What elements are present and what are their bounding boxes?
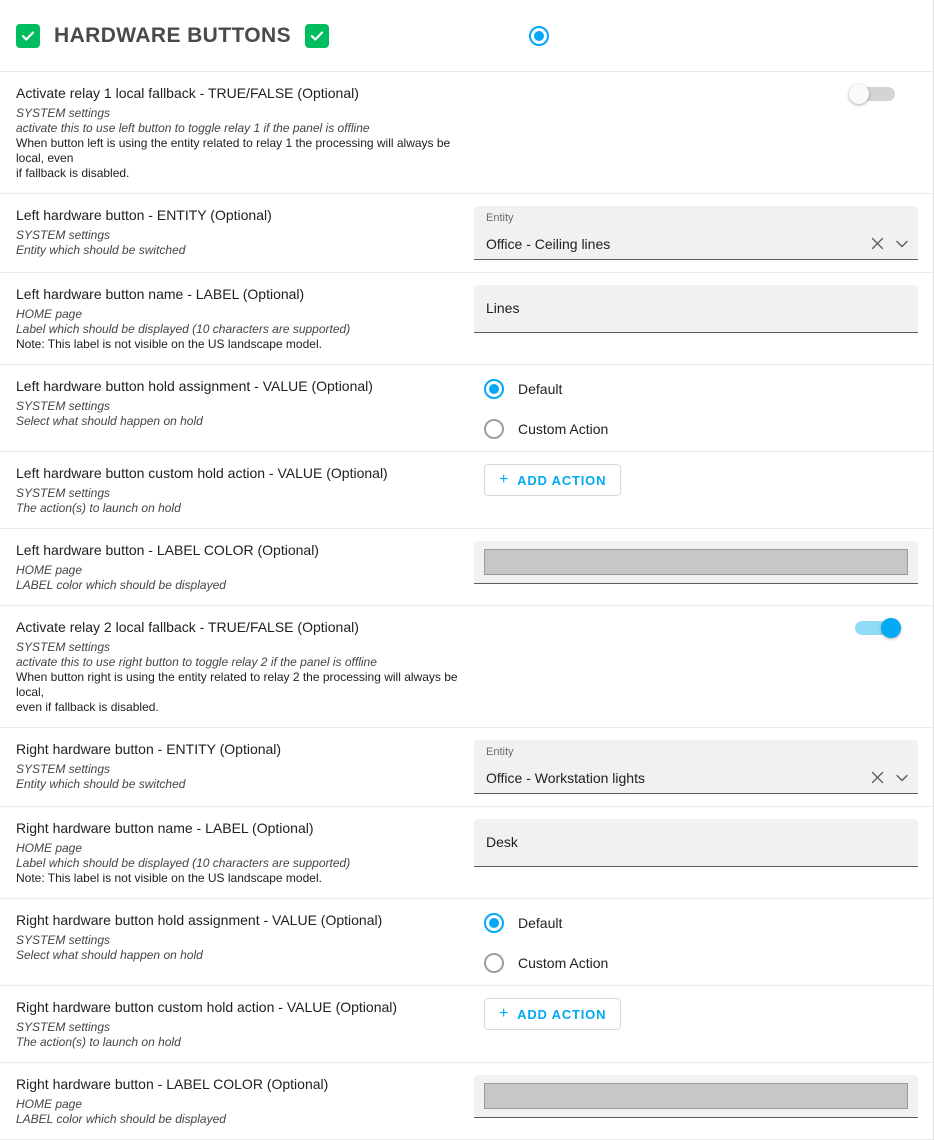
setting-row-relay2-fallback xyxy=(0,606,933,728)
setting-scope: SYSTEM settings xyxy=(16,399,111,413)
label-col xyxy=(16,541,474,593)
label-col xyxy=(16,84,474,181)
relay2-fallback-toggle[interactable] xyxy=(849,618,901,638)
setting-title: Right hardware button custom hold action - VALUE (Optional) xyxy=(16,999,398,1015)
radio-label: Custom Action xyxy=(518,421,609,437)
setting-title: Activate relay 2 local fallback - TRUE/FALSE (Optional) xyxy=(16,619,359,635)
setting-note-line1: When button left is using the entity related to relay 1 the processing will always be local, even xyxy=(16,136,451,165)
setting-description: Label which should be displayed (10 characters are supported) xyxy=(16,322,351,336)
control-col xyxy=(474,377,917,439)
relay1-fallback-toggle[interactable] xyxy=(849,84,901,104)
setting-row-right-label xyxy=(0,807,933,899)
field-floating-label: Entity xyxy=(486,212,514,224)
radio-option-custom-action[interactable] xyxy=(484,419,608,439)
setting-scope: SYSTEM settings xyxy=(16,640,111,654)
control-col xyxy=(474,1075,918,1118)
color-swatch[interactable] xyxy=(484,549,908,575)
label-col xyxy=(16,998,474,1050)
close-icon[interactable] xyxy=(871,771,884,784)
setting-note-line1: When button right is using the entity related to relay 2 the processing will always be local, xyxy=(16,670,458,699)
control-col xyxy=(474,464,917,496)
color-swatch[interactable] xyxy=(484,1083,908,1109)
control-col xyxy=(474,285,918,333)
setting-description: LABEL color which should be displayed xyxy=(16,578,226,592)
toggle-knob xyxy=(849,84,869,104)
setting-scope: HOME page xyxy=(16,1097,83,1111)
page-title: HARDWARE BUTTONS xyxy=(54,23,292,47)
label-col xyxy=(16,377,474,429)
left-hold-radio-group xyxy=(474,377,608,439)
field-floating-label: Entity xyxy=(486,746,514,758)
setting-scope: HOME page xyxy=(16,841,83,855)
plus-icon: + xyxy=(499,1005,510,1022)
setting-scope: SYSTEM settings xyxy=(16,486,111,500)
setting-note: Note: This label is not visible on the US landscape model. xyxy=(16,337,322,351)
setting-scope: HOME page xyxy=(16,563,83,577)
control-col xyxy=(474,998,917,1030)
chevron-down-icon[interactable] xyxy=(896,240,908,248)
plus-icon: + xyxy=(499,471,510,488)
setting-row-relay1-fallback xyxy=(0,72,933,194)
setting-row-left-label-color xyxy=(0,529,933,606)
setting-description: Entity which should be switched xyxy=(16,777,186,791)
setting-note: Note: This label is not visible on the US landscape model. xyxy=(16,871,322,885)
setting-title: Right hardware button - ENTITY (Optional) xyxy=(16,741,282,757)
right-entity-input[interactable] xyxy=(474,740,918,794)
control-col xyxy=(474,819,918,867)
header-radio[interactable] xyxy=(529,26,549,46)
section-header xyxy=(0,0,933,72)
label-col xyxy=(16,285,474,352)
label-col xyxy=(16,740,474,792)
right-label-input[interactable] xyxy=(474,819,918,867)
field-icons xyxy=(871,237,908,250)
setting-description: activate this to use right button to toggle relay 2 if the panel is offline xyxy=(16,655,377,669)
radio-option-default[interactable] xyxy=(484,379,608,399)
right-hold-radio-group xyxy=(474,911,608,973)
field-value: Office - Ceiling lines xyxy=(486,236,611,252)
setting-scope: HOME page xyxy=(16,307,83,321)
field-value: Office - Workstation lights xyxy=(486,770,645,786)
label-col xyxy=(16,618,474,715)
field-value: Lines xyxy=(486,300,520,316)
setting-scope: SYSTEM settings xyxy=(16,228,111,242)
setting-description: Select what should happen on hold xyxy=(16,948,203,962)
check-icon xyxy=(16,24,40,48)
setting-scope: SYSTEM settings xyxy=(16,106,111,120)
setting-row-right-hold-assignment xyxy=(0,899,933,986)
setting-title: Left hardware button hold assignment - VALUE (Optional) xyxy=(16,378,373,394)
control-col xyxy=(474,740,918,794)
setting-row-right-custom-hold-action xyxy=(0,986,933,1063)
toggle-wrap xyxy=(474,84,917,104)
setting-description: The action(s) to launch on hold xyxy=(16,1035,181,1049)
control-col xyxy=(474,541,918,584)
toggle-wrap xyxy=(474,618,917,638)
label-col xyxy=(16,911,474,963)
setting-note-line2: if fallback is disabled. xyxy=(16,166,130,180)
setting-row-left-label xyxy=(0,273,933,365)
chevron-down-icon[interactable] xyxy=(896,774,908,782)
header-radio-wrap xyxy=(529,26,549,46)
setting-description: activate this to use left button to toggle relay 1 if the panel is offline xyxy=(16,121,370,135)
setting-title: Right hardware button name - LABEL (Optional) xyxy=(16,820,314,836)
setting-title: Left hardware button - ENTITY (Optional) xyxy=(16,207,272,223)
label-col xyxy=(16,819,474,886)
control-col xyxy=(474,618,917,642)
radio-label: Default xyxy=(518,915,563,931)
radio-indicator[interactable] xyxy=(484,953,504,973)
button-label: ADD ACTION xyxy=(517,1006,607,1022)
setting-row-right-entity xyxy=(0,728,933,807)
setting-title: Activate relay 1 local fallback - TRUE/FALSE (Optional) xyxy=(16,85,359,101)
left-entity-input[interactable] xyxy=(474,206,918,260)
left-label-color-picker[interactable] xyxy=(474,541,918,584)
control-col xyxy=(474,206,918,260)
radio-label: Custom Action xyxy=(518,955,609,971)
right-add-action-button[interactable] xyxy=(484,998,621,1030)
left-label-input[interactable] xyxy=(474,285,918,333)
radio-indicator[interactable] xyxy=(484,379,504,399)
toggle-knob xyxy=(881,618,901,638)
setting-description: LABEL color which should be displayed xyxy=(16,1112,226,1126)
setting-title: Left hardware button - LABEL COLOR (Optional) xyxy=(16,542,319,558)
setting-row-left-entity xyxy=(0,194,933,273)
control-col xyxy=(474,84,917,108)
setting-scope: SYSTEM settings xyxy=(16,762,111,776)
radio-label: Default xyxy=(518,381,563,397)
setting-description: The action(s) to launch on hold xyxy=(16,501,181,515)
setting-title: Left hardware button custom hold action - VALUE (Optional) xyxy=(16,465,388,481)
label-col xyxy=(16,464,474,516)
button-label: ADD ACTION xyxy=(517,472,607,488)
label-col xyxy=(16,206,474,258)
setting-scope: SYSTEM settings xyxy=(16,1020,111,1034)
setting-description: Entity which should be switched xyxy=(16,243,186,257)
radio-indicator[interactable] xyxy=(484,913,504,933)
field-icons xyxy=(871,771,908,784)
check-icon xyxy=(305,24,329,48)
setting-description: Select what should happen on hold xyxy=(16,414,203,428)
field-value: Desk xyxy=(486,834,518,850)
setting-row-left-custom-hold-action xyxy=(0,452,933,529)
setting-note-line2: even if fallback is disabled. xyxy=(16,700,159,714)
radio-option-custom-action[interactable] xyxy=(484,953,608,973)
radio-option-default[interactable] xyxy=(484,913,608,933)
setting-title: Right hardware button - LABEL COLOR (Optional) xyxy=(16,1076,329,1092)
right-label-color-picker[interactable] xyxy=(474,1075,918,1118)
radio-indicator[interactable] xyxy=(484,419,504,439)
setting-row-right-label-color xyxy=(0,1063,933,1140)
setting-description: Label which should be displayed (10 characters are supported) xyxy=(16,856,351,870)
setting-scope: SYSTEM settings xyxy=(16,933,111,947)
left-add-action-button[interactable] xyxy=(484,464,621,496)
setting-title: Right hardware button hold assignment - VALUE (Optional) xyxy=(16,912,383,928)
close-icon[interactable] xyxy=(871,237,884,250)
setting-title: Left hardware button name - LABEL (Optional) xyxy=(16,286,305,302)
control-col xyxy=(474,911,917,973)
setting-row-left-hold-assignment xyxy=(0,365,933,452)
label-col xyxy=(16,1075,474,1127)
